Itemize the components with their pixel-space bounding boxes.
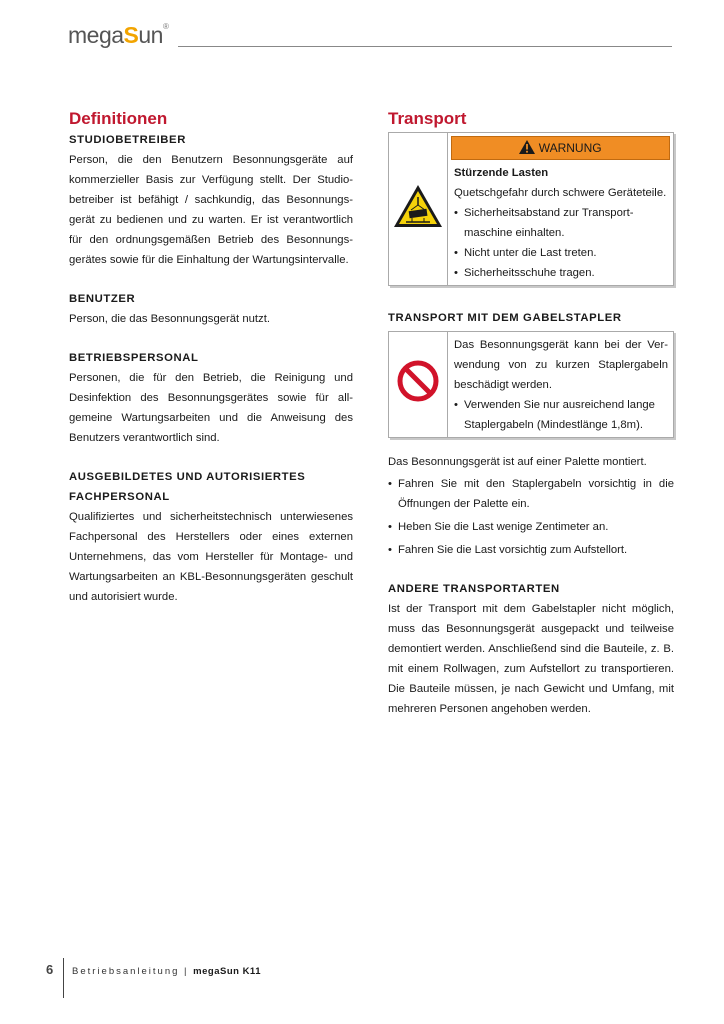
list-item: • Sicherheitsabstand zur Transportmaschine einhalten.: [454, 203, 668, 243]
term-heading: AUSGEBILDETES UND AUTORISIERTES FACHPERSONAL: [69, 471, 306, 503]
notice-box: [388, 331, 674, 438]
section-title-definitions: Definitionen: [69, 109, 168, 128]
term-text: Person, die den Benutzern Besonnungsgeräte auf kommerzieller Basis zur Verfügung stellt. Der Studiobetreiber ist befähigt / sachkundig, das Besonnungsgerät zu bedienen und zu warten. Er ist verantwortlich für den ordnungsgemäßen Betrieb des Besonnungsgerätes sowie für die Einhaltung der Wartungsintervalle.: [69, 154, 353, 266]
list-item: • Sicherheitsschuhe tragen.: [454, 263, 668, 283]
pallet-text: Das Besonnungsgerät ist auf einer Palette montiert.: [388, 456, 647, 468]
warning-content: [448, 160, 673, 285]
logo: megaSun®: [68, 22, 169, 48]
warning-label-bar: WARNUNG: [451, 136, 670, 160]
term-heading: BETRIEBSPERSONAL: [69, 352, 199, 364]
alert-triangle-icon: [519, 140, 535, 154]
footer-divider: [63, 958, 64, 998]
list-item: • Fahren Sie mit den Staplergabeln vorsichtig in die Öffnungen der Palette ein.: [388, 474, 674, 514]
warning-text: Quetschgefahr durch schwere Geräteteile.: [454, 187, 667, 199]
other-transport-heading: ANDERE TRANSPORTARTEN: [388, 583, 560, 595]
warning-box: [388, 132, 674, 286]
footer-text: Betriebsanleitung | megaSun K11: [72, 966, 261, 977]
term-heading: BENUTZER: [69, 293, 136, 305]
page-number: 6: [46, 962, 54, 977]
term-heading: STUDIOBETREIBER: [69, 134, 186, 146]
notice-text: Das Besonnungsgerät kann bei der Verwendung von zu kurzen Staplergabeln beschädigt werden.: [454, 339, 668, 391]
list-item: • Verwenden Sie nur ausreichend lange Staplergabeln (Mindestlänge 1,8m).: [454, 395, 668, 435]
list-item: • Heben Sie die Last wenige Zentimeter an.: [388, 517, 674, 537]
header-rule: [178, 46, 672, 47]
term-text: Qualifiziertes und sicherheitstechnisch unterwiesenes Fachpersonal des Herstellers oder eines externen Unternehmens, das vom Hersteller für Montage- und Wartungsarbeiten an KBL-Besonnungsgeräten geschult und autorisiert wurde.: [69, 511, 353, 603]
transport-column: [388, 108, 674, 719]
warning-heading: Stürzende Lasten: [454, 167, 549, 179]
other-transport-text: Ist der Transport mit dem Gabelstapler nicht möglich, muss das Besonnungsgerät ausgepackt und teilweise demontiert werden. Anschließend sind die Bauteile, z. B. mit einem Rollwagen, zum Aufstellort zu transportieren. Die Bauteile müssen, je nach Gewicht und Umfang, mit mehreren Personen angehoben werden.: [388, 603, 674, 715]
definitions-column: [69, 108, 353, 607]
section-title-transport: Transport: [388, 109, 467, 128]
list-item: • Nicht unter die Last treten.: [454, 243, 668, 263]
term-text: Personen, die für den Betrieb, die Reinigung und Desinfektion des Besonnungsgerätes sowie für allgemeine Wartungsarbeiten und die Anweisung des Benutzers verantwortlich sind.: [69, 372, 353, 444]
suspended-load-warning-icon: [392, 183, 444, 229]
term-text: Person, die das Besonnungsgerät nutzt.: [69, 313, 270, 325]
list-item: • Fahren Sie die Last vorsichtig zum Aufstellort.: [388, 540, 674, 560]
forklift-heading: TRANSPORT MIT DEM GABELSTAPLER: [388, 312, 622, 324]
prohibition-icon: [396, 359, 440, 403]
notice-content: [448, 332, 673, 437]
